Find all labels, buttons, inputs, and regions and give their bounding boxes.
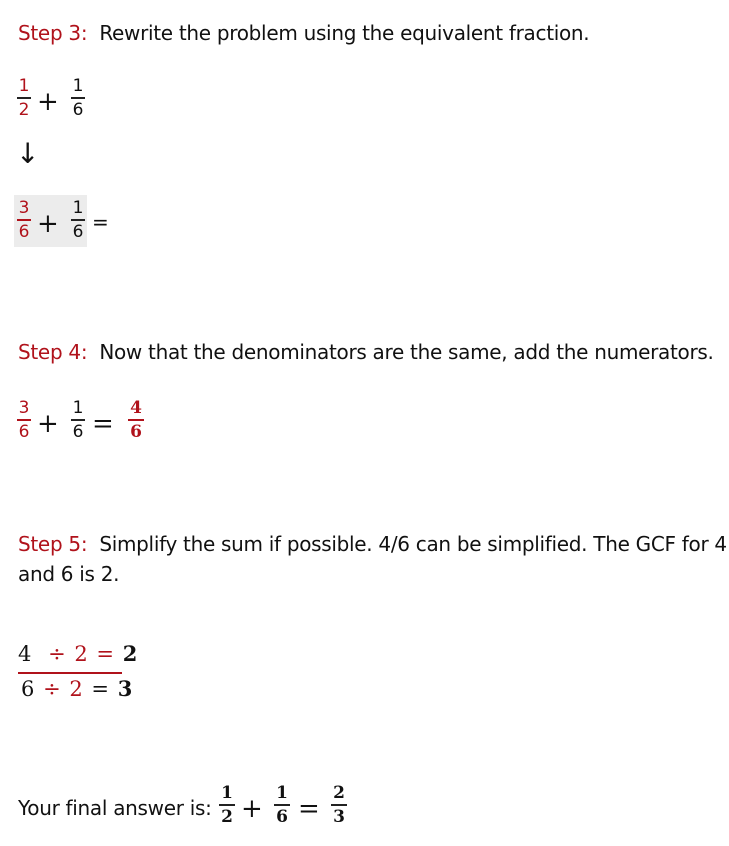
step3-instruction: [18, 21, 589, 45]
step5-text-line2: and 6 is 2.: [18, 562, 120, 586]
final-fraction-one-sixth: [272, 783, 292, 827]
numerator: 1: [72, 198, 84, 218]
fraction-bar: [71, 219, 85, 221]
denominator: 2: [221, 807, 233, 827]
fraction-three-sixths: [15, 198, 33, 242]
fraction-bar: [17, 97, 31, 99]
simplify-denominator-row: [21, 676, 132, 701]
fraction-bar: [274, 804, 290, 806]
fraction-result-four-sixths: [126, 398, 146, 442]
fraction-bar: [17, 219, 31, 221]
plus-sign: +: [37, 209, 59, 239]
fraction-one-half: [15, 76, 33, 120]
step4-label: Step 4:: [18, 340, 88, 364]
step4-instruction: [18, 340, 714, 364]
simplify-numerator-row: [18, 641, 137, 666]
step5-text-line1: Simplify the sum if possible. 4/6 can be simplified. The GCF for 4: [99, 532, 727, 556]
denominator: 6: [72, 100, 84, 120]
denominator: 6: [18, 422, 30, 442]
equals-sign: =: [91, 677, 110, 701]
fraction-one-sixth: [69, 76, 87, 120]
fraction-one-sixth: [69, 398, 87, 442]
step5-label: Step 5:: [18, 532, 88, 556]
equals-sign: =: [298, 794, 320, 824]
numerator: 1: [72, 76, 84, 96]
numerator: 3: [18, 198, 30, 218]
denominator: 6: [72, 422, 84, 442]
plus-sign: +: [37, 87, 59, 117]
denominator-value: 6: [21, 677, 35, 701]
down-arrow-icon: ↓: [16, 137, 40, 170]
step3-label: Step 3:: [18, 21, 88, 45]
simplified-denominator: 3: [117, 676, 133, 701]
denominator: 6: [72, 222, 84, 242]
final-answer-label: Your final answer is:: [18, 796, 212, 820]
equals-sign: =: [92, 409, 114, 439]
numerator-value: 4: [18, 642, 32, 666]
denominator: 2: [18, 100, 30, 120]
fraction-one-sixth: [69, 198, 87, 242]
fraction-bar: [219, 804, 235, 806]
final-fraction-one-half: [217, 783, 237, 827]
numerator: 3: [18, 398, 30, 418]
fraction-three-sixths: [15, 398, 33, 442]
equals-sign: =: [92, 210, 109, 234]
denominator: 3: [333, 807, 345, 827]
final-fraction-two-thirds: [329, 783, 349, 827]
plus-sign: +: [37, 409, 59, 439]
fraction-bar: [18, 672, 122, 674]
fraction-bar: [71, 97, 85, 99]
step5-instruction: [18, 532, 727, 556]
equals-sign: =: [96, 642, 115, 666]
denominator: 6: [130, 422, 142, 442]
divide-sign: ÷: [48, 642, 66, 666]
fraction-bar: [17, 419, 31, 421]
numerator: 1: [221, 783, 233, 803]
divisor: 2: [74, 642, 88, 666]
numerator: 1: [72, 398, 84, 418]
plus-sign: +: [241, 794, 263, 824]
numerator: 4: [130, 398, 142, 418]
step4-text: Now that the denominators are the same, add the numerators.: [99, 340, 714, 364]
numerator: 1: [18, 76, 30, 96]
divide-sign: ÷: [43, 677, 61, 701]
simplified-numerator: 2: [122, 641, 138, 666]
numerator: 1: [276, 783, 288, 803]
denominator: 6: [276, 807, 288, 827]
fraction-bar: [331, 804, 347, 806]
fraction-bar: [128, 419, 144, 421]
step3-text: Rewrite the problem using the equivalent fraction.: [99, 21, 590, 45]
divisor: 2: [69, 677, 83, 701]
fraction-bar: [71, 419, 85, 421]
numerator: 2: [333, 783, 345, 803]
denominator: 6: [18, 222, 30, 242]
